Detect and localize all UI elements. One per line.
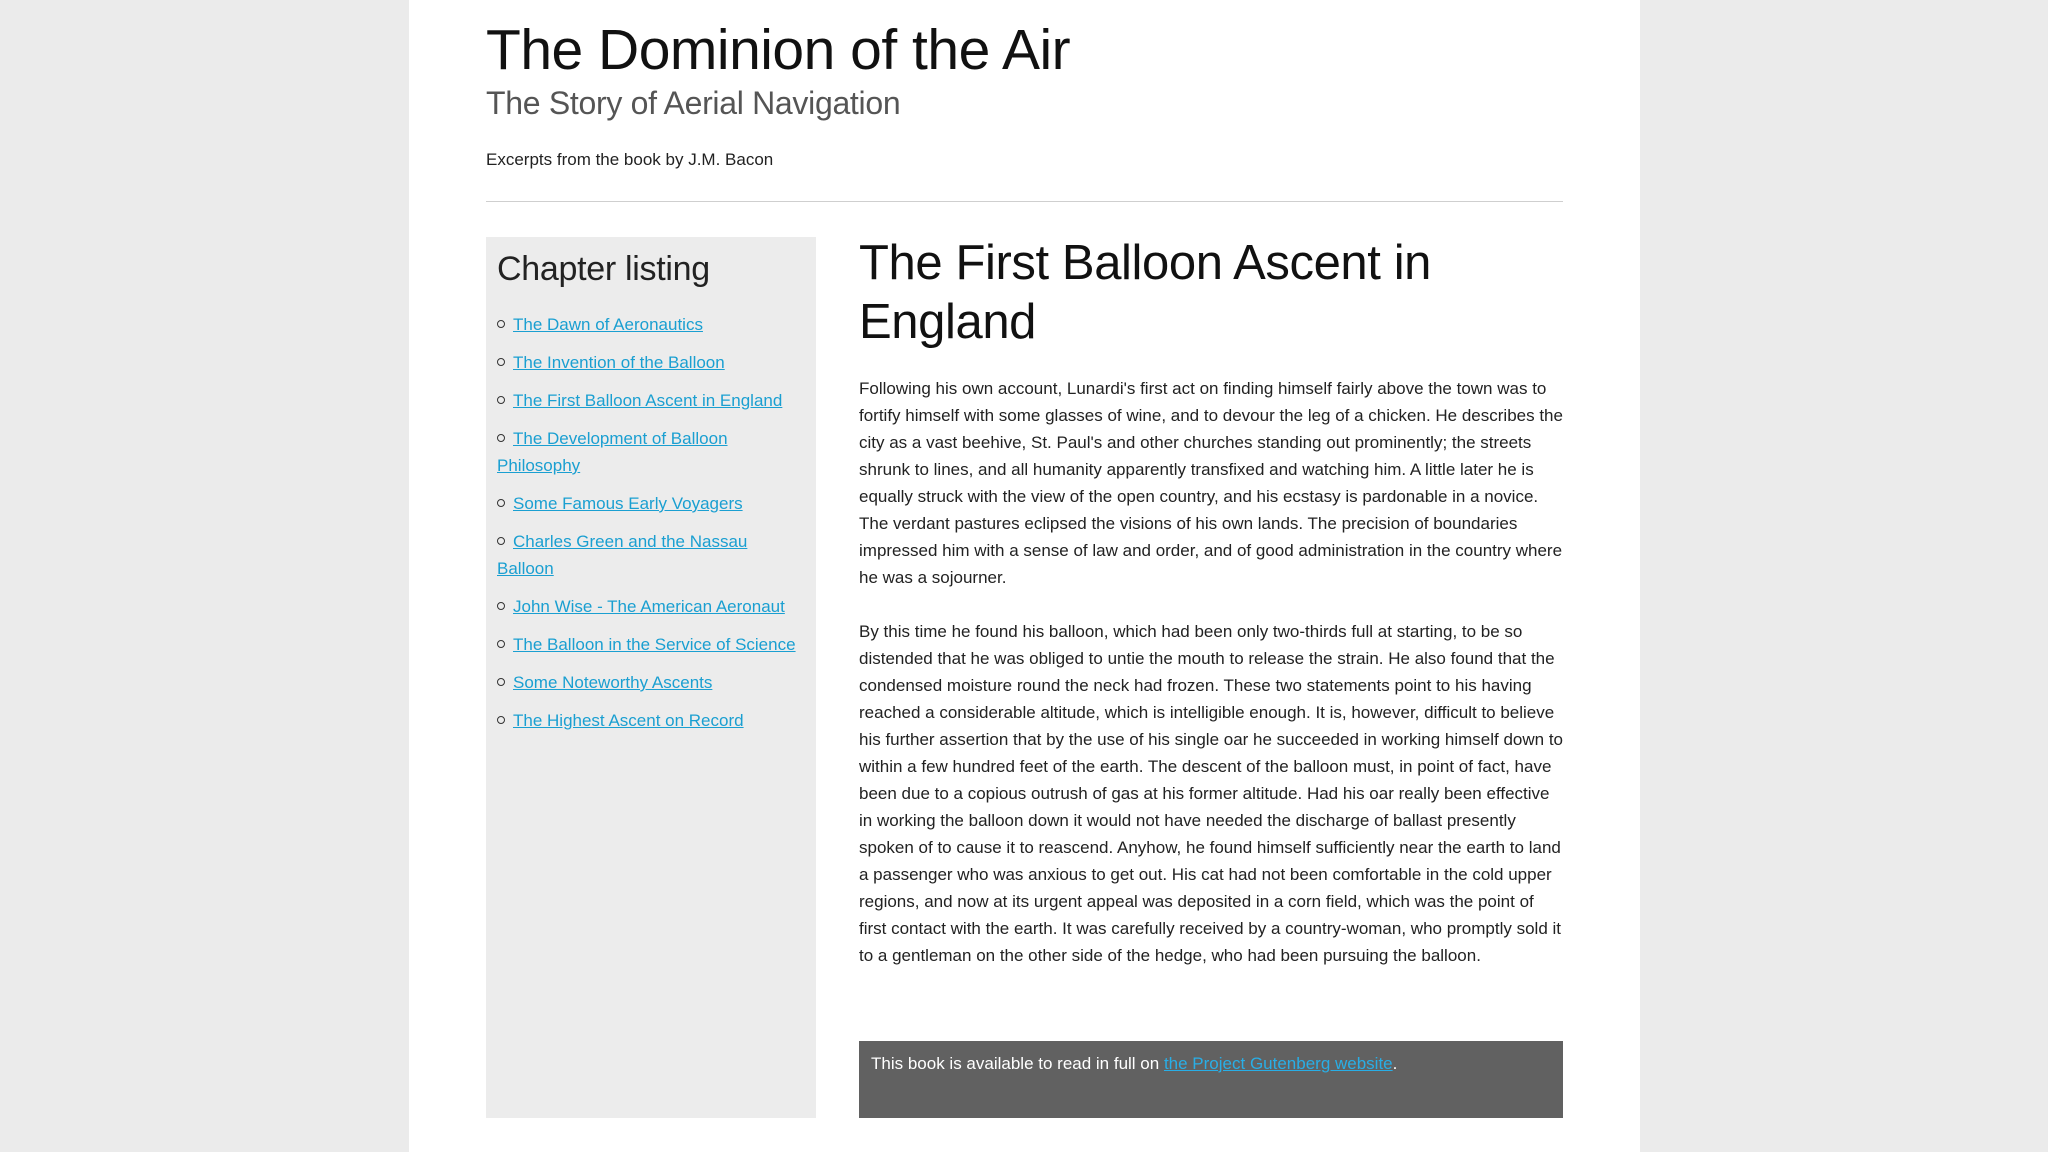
bullet-icon bbox=[497, 320, 505, 328]
chapter-list-item bbox=[497, 490, 805, 517]
chapter-list-item bbox=[497, 669, 805, 696]
bullet-icon bbox=[497, 358, 505, 366]
header-divider bbox=[486, 201, 1563, 202]
page-container bbox=[409, 0, 1640, 1152]
chapter-link-development-of-balloon-philosophy[interactable]: The Development of Balloon Philosophy bbox=[497, 429, 728, 475]
gutenberg-link[interactable]: the Project Gutenberg website bbox=[1163, 1054, 1393, 1073]
chapter-link-balloon-service-of-science[interactable]: The Balloon in the Service of Science bbox=[513, 635, 796, 654]
gutenberg-notice bbox=[859, 1041, 1563, 1118]
notice-suffix: . bbox=[1392, 1054, 1398, 1073]
sidebar-heading: Chapter listing bbox=[497, 250, 710, 288]
site-header bbox=[486, 18, 1563, 171]
site-subtitle: The Story of Aerial Navigation bbox=[486, 85, 901, 121]
bullet-icon bbox=[497, 678, 505, 686]
chapter-list-item bbox=[497, 707, 805, 734]
chapter-link-famous-early-voyagers[interactable]: Some Famous Early Voyagers bbox=[513, 494, 743, 513]
article-title: The First Balloon Ascent in England bbox=[859, 236, 1432, 349]
chapter-link-noteworthy-ascents[interactable]: Some Noteworthy Ascents bbox=[513, 673, 713, 692]
chapter-list bbox=[497, 311, 805, 734]
bullet-icon bbox=[497, 716, 505, 724]
article-paragraph: Following his own account, Lunardi's first act on finding himself fairly above the town was to fortify himself with some glasses of wine, and to devour the leg of a chicken. He describes the city as a vast beehive, St. Paul's and other churches standing out prominently; the streets shrunk to lines, and all humanity apparently transfixed and watching him. A little later he is equally struck with the view of the open country, and his ecstasy is pardonable in a novice. The verdant pastures eclipsed the visions of his own lands. The precision of boundaries impressed him with a sense of law and order, and of good administration in the country where he was a sojourner. bbox=[859, 379, 1563, 587]
chapter-link-first-balloon-ascent[interactable]: The First Balloon Ascent in England bbox=[513, 391, 783, 410]
chapter-link-john-wise[interactable]: John Wise - The American Aeronaut bbox=[513, 597, 785, 616]
chapter-list-item bbox=[497, 425, 805, 479]
chapter-link-charles-green[interactable]: Charles Green and the Nassau Balloon bbox=[497, 532, 748, 578]
chapter-link-highest-ascent[interactable]: The Highest Ascent on Record bbox=[513, 711, 744, 730]
bullet-icon bbox=[497, 396, 505, 404]
article-content bbox=[859, 234, 1563, 969]
site-title: The Dominion of the Air bbox=[486, 18, 1071, 82]
chapter-list-item bbox=[497, 528, 805, 582]
site-byline: Excerpts from the book by J.M. Bacon bbox=[486, 150, 774, 169]
chapter-link-dawn-of-aeronautics[interactable]: The Dawn of Aeronautics bbox=[513, 315, 703, 334]
bullet-icon bbox=[497, 602, 505, 610]
bullet-icon bbox=[497, 537, 505, 545]
chapter-list-item bbox=[497, 349, 805, 376]
chapter-list-item bbox=[497, 593, 805, 620]
chapter-list-item bbox=[497, 387, 805, 414]
chapter-sidebar bbox=[486, 237, 816, 1118]
article-paragraph: By this time he found his balloon, which had been only two-thirds full at starting, to be so distended that he was obliged to untie the mouth to release the strain. He also found that the condensed moisture round the neck had frozen. These two statements point to his having reached a considerable altitude, which is intelligible enough. It is, however, difficult to believe his further assertion that by the use of his single oar he succeeded in working himself down to within a few hundred feet of the earth. The descent of the balloon must, in point of fact, have been due to a copious outrush of gas at his former altitude. Had his oar really been effective in working the balloon down it would not have needed the discharge of ballast presently spoken of to cause it to reascend. Anyhow, he found himself sufficiently near the earth to land a passenger who was anxious to get out. His cat had not been comfortable in the cold upper regions, and now at its urgent appeal was deposited in a corn field, which was the point of first contact with the earth. It was carefully received by a country-woman, who promptly sold it to a gentleman on the other side of the hedge, who had been pursuing the balloon. bbox=[859, 622, 1563, 965]
notice-text: This book is available to read in full on bbox=[871, 1054, 1164, 1073]
chapter-link-invention-of-balloon[interactable]: The Invention of the Balloon bbox=[513, 353, 725, 372]
bullet-icon bbox=[497, 640, 505, 648]
chapter-list-item bbox=[497, 311, 805, 338]
chapter-list-item bbox=[497, 631, 805, 658]
bullet-icon bbox=[497, 434, 505, 442]
bullet-icon bbox=[497, 499, 505, 507]
